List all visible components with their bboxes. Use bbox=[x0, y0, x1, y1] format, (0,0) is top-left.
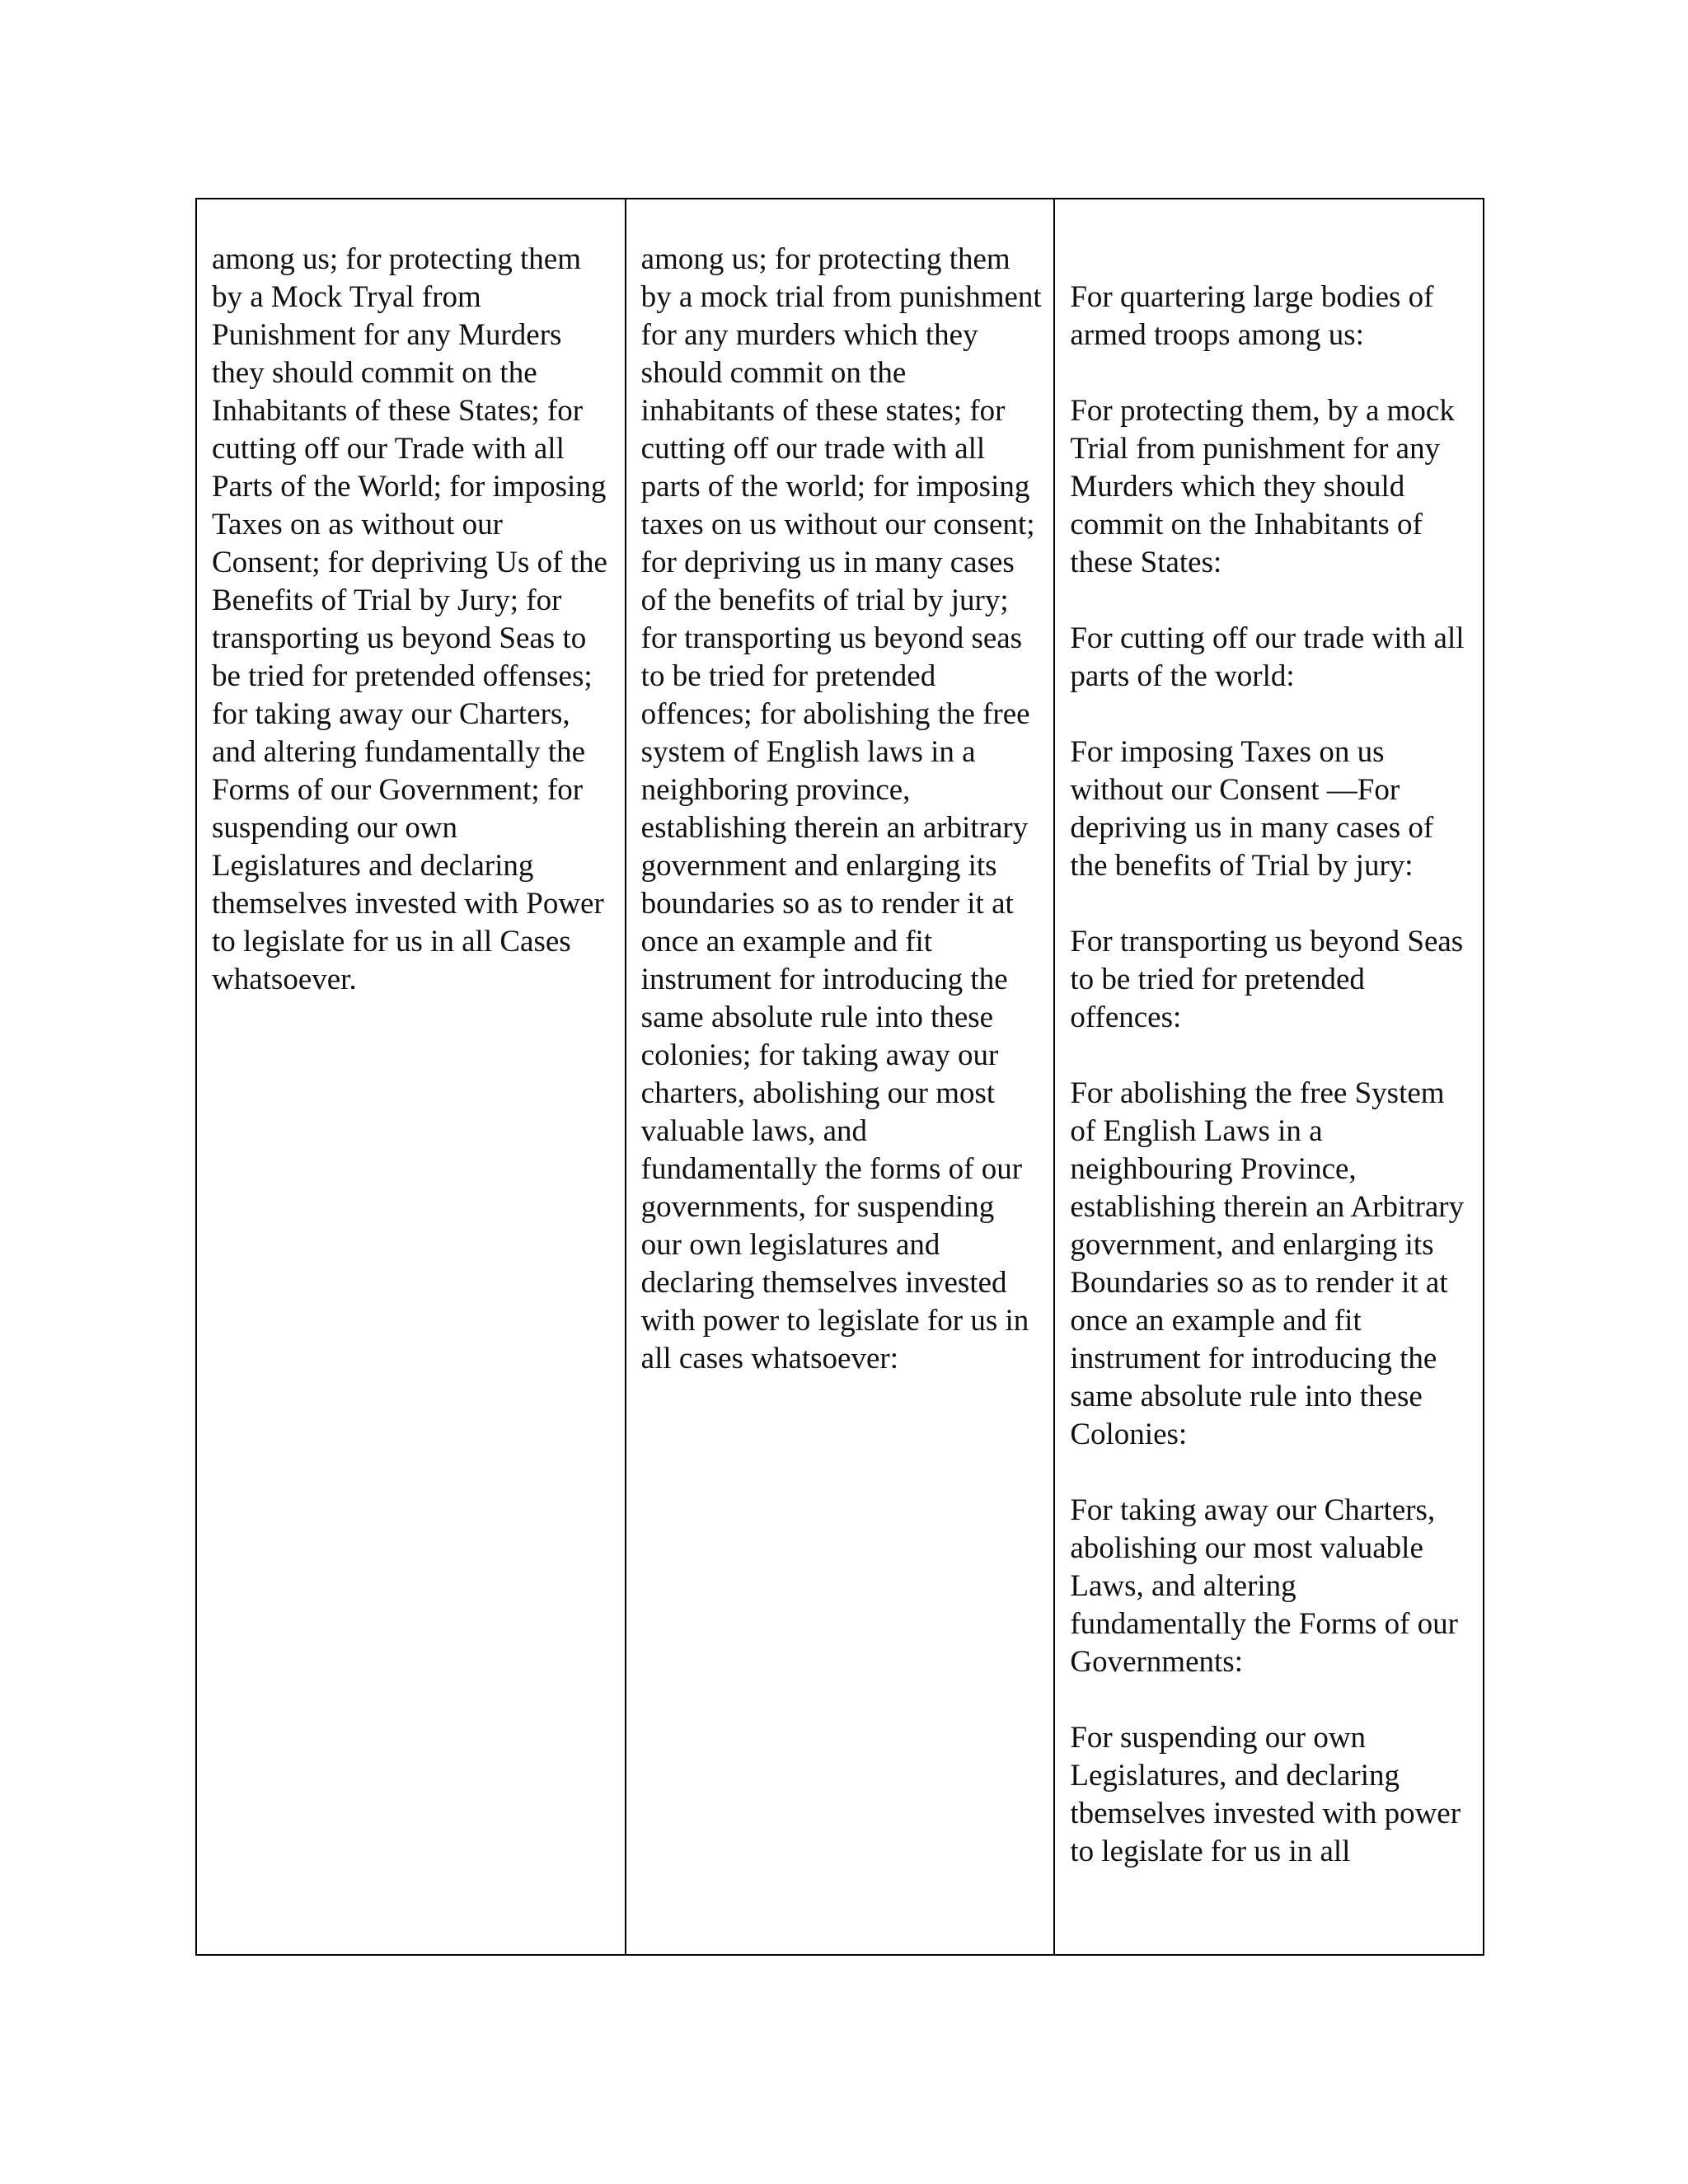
column-3-paragraph-6: For abolishing the free System of English Laws in a neighbouring Province, establishing therein an Arbitrary government, and enlarging its Boundaries so as to render it at once an example and fit instrument for introducing the same absolute rule into these Colonies: bbox=[1070, 1076, 1465, 1451]
column-2 bbox=[626, 199, 1056, 1954]
column-3-paragraph-3: For cutting off our trade with all parts of the world: bbox=[1070, 621, 1465, 693]
column-3-paragraph-7: For taking away our Charters, abolishing our most valuable Laws, and altering fundamentally the Forms of our Governments: bbox=[1070, 1493, 1458, 1679]
column-3-paragraph-8: For suspending our own Legislatures, and declaring tbemselves invested with power to legislate for us in all bbox=[1070, 1721, 1461, 1868]
column-3-paragraph-1: For quartering large bodies of armed troops among us: bbox=[1070, 280, 1434, 352]
column-3 bbox=[1055, 199, 1483, 1954]
comparison-table bbox=[195, 198, 1484, 1956]
column-3-paragraph-5: For transporting us beyond Seas to be tried for pretended offences: bbox=[1070, 925, 1464, 1034]
column-2-paragraph-1: among us; for protecting them by a mock trial from punishment for any murders which they should commit on the inhabitants of these states; for cutting off our trade with all parts of the world; for imposing taxes on us without our consent; for depriving us in many cases of the benefits of trial by jury; for transporting us beyond seas to be tried for pretended offences; for abolishing the free system of English laws in a neighboring province, establishing therein an arbitrary government and enlarging its boundaries so as to render it at once an example and fit instrument for introducing the same absolute rule into these colonies; for taking away our charters, abolishing our most valuable laws, and fundamentally the forms of our governments, for suspending our own legislatures and declaring themselves invested with power to legislate for us in all cases whatsoever: bbox=[640, 242, 1042, 1376]
column-3-paragraph-2: For protecting them, by a mock Trial from punishment for any Murders which they should commit on the Inhabitants of these States: bbox=[1070, 394, 1455, 579]
column-1-paragraph-1: among us; for protecting them by a Mock Tryal from Punishment for any Murders they should commit on the Inhabitants of these States; for cutting off our Trade with all Parts of the World; for imposing Taxes on as without our Consent; for depriving Us of the Benefits of Trial by Jury; for transporting us beyond Seas to be tried for pretended offenses; for taking away our Charters, and altering fundamentally the Forms of our Government; for suspending our own Legislatures and declaring themselves invested with Power to legislate for us in all Cases whatsoever. bbox=[212, 242, 607, 996]
column-1 bbox=[197, 199, 626, 1954]
column-3-paragraph-4: For imposing Taxes on us without our Consent —For depriving us in many cases of the benefits of Trial by jury: bbox=[1070, 735, 1434, 883]
